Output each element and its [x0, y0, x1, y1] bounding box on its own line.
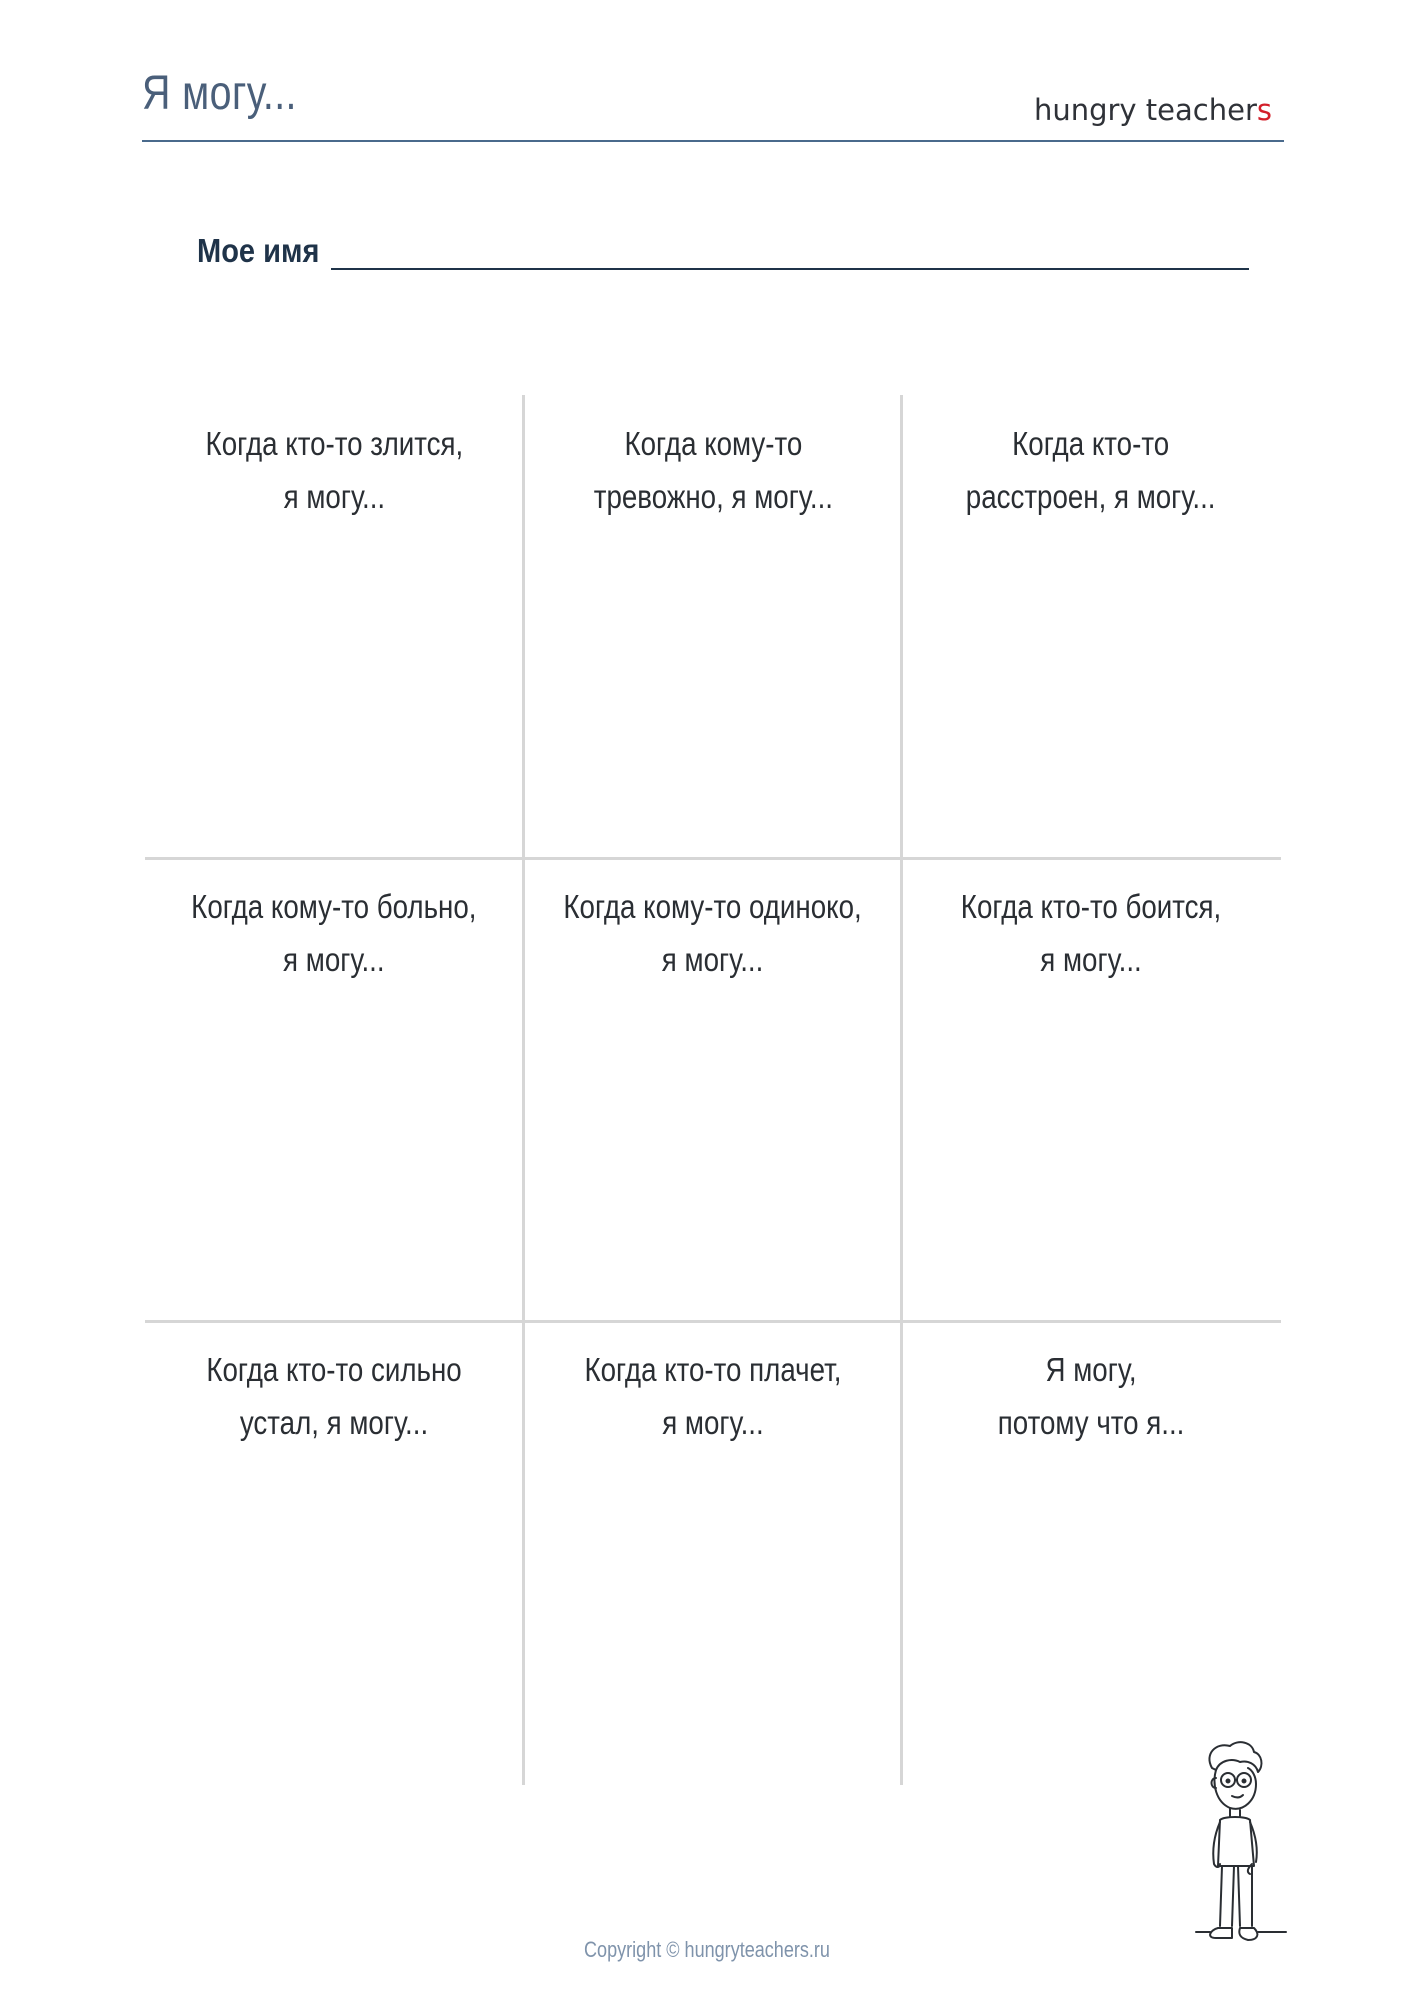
prompt-cell[interactable] — [145, 1321, 523, 1784]
prompt-cell[interactable] — [145, 395, 523, 858]
prompt-text: Когда кому-то одиноко, я могу... — [563, 888, 863, 978]
prompt-grid — [145, 395, 1281, 1785]
prompt-text: Когда кто-то боится, я могу... — [960, 888, 1222, 978]
prompt-cell[interactable] — [524, 858, 902, 1321]
brand-text: hungry teacher — [1033, 93, 1257, 127]
prompt-cell[interactable] — [524, 1321, 902, 1784]
brand-logo — [1033, 93, 1272, 127]
prompt-text: Когда кому-то больно, я могу... — [191, 888, 477, 978]
prompt-text: Когда кто-то злится, я могу... — [205, 425, 463, 515]
prompt-text: Когда кому-то тревожно, я могу... — [593, 425, 833, 515]
prompt-cell[interactable] — [902, 395, 1280, 858]
prompt-text: Когда кто-то плачет, я могу... — [584, 1351, 842, 1441]
name-label: Мое имя — [197, 232, 320, 269]
page-title: Я могу... — [142, 67, 297, 120]
prompt-text: Я могу, потому что я... — [997, 1351, 1185, 1441]
prompt-cell[interactable] — [902, 1321, 1280, 1784]
prompt-text: Когда кто-то сильно устал, я могу... — [206, 1351, 462, 1441]
prompt-cell[interactable] — [524, 395, 902, 858]
brand-accent-letter: s — [1256, 93, 1272, 127]
name-field — [197, 228, 1249, 272]
prompt-cell[interactable] — [902, 858, 1280, 1321]
cartoon-boy-illustration — [1190, 1740, 1290, 1955]
prompt-cell[interactable] — [145, 858, 523, 1321]
prompt-text: Когда кто-то расстроен, я могу... — [966, 425, 1216, 515]
name-write-line[interactable] — [331, 268, 1249, 270]
copyright-text: Copyright © hungryteachers.ru — [584, 1937, 830, 1962]
header-divider — [142, 140, 1284, 142]
